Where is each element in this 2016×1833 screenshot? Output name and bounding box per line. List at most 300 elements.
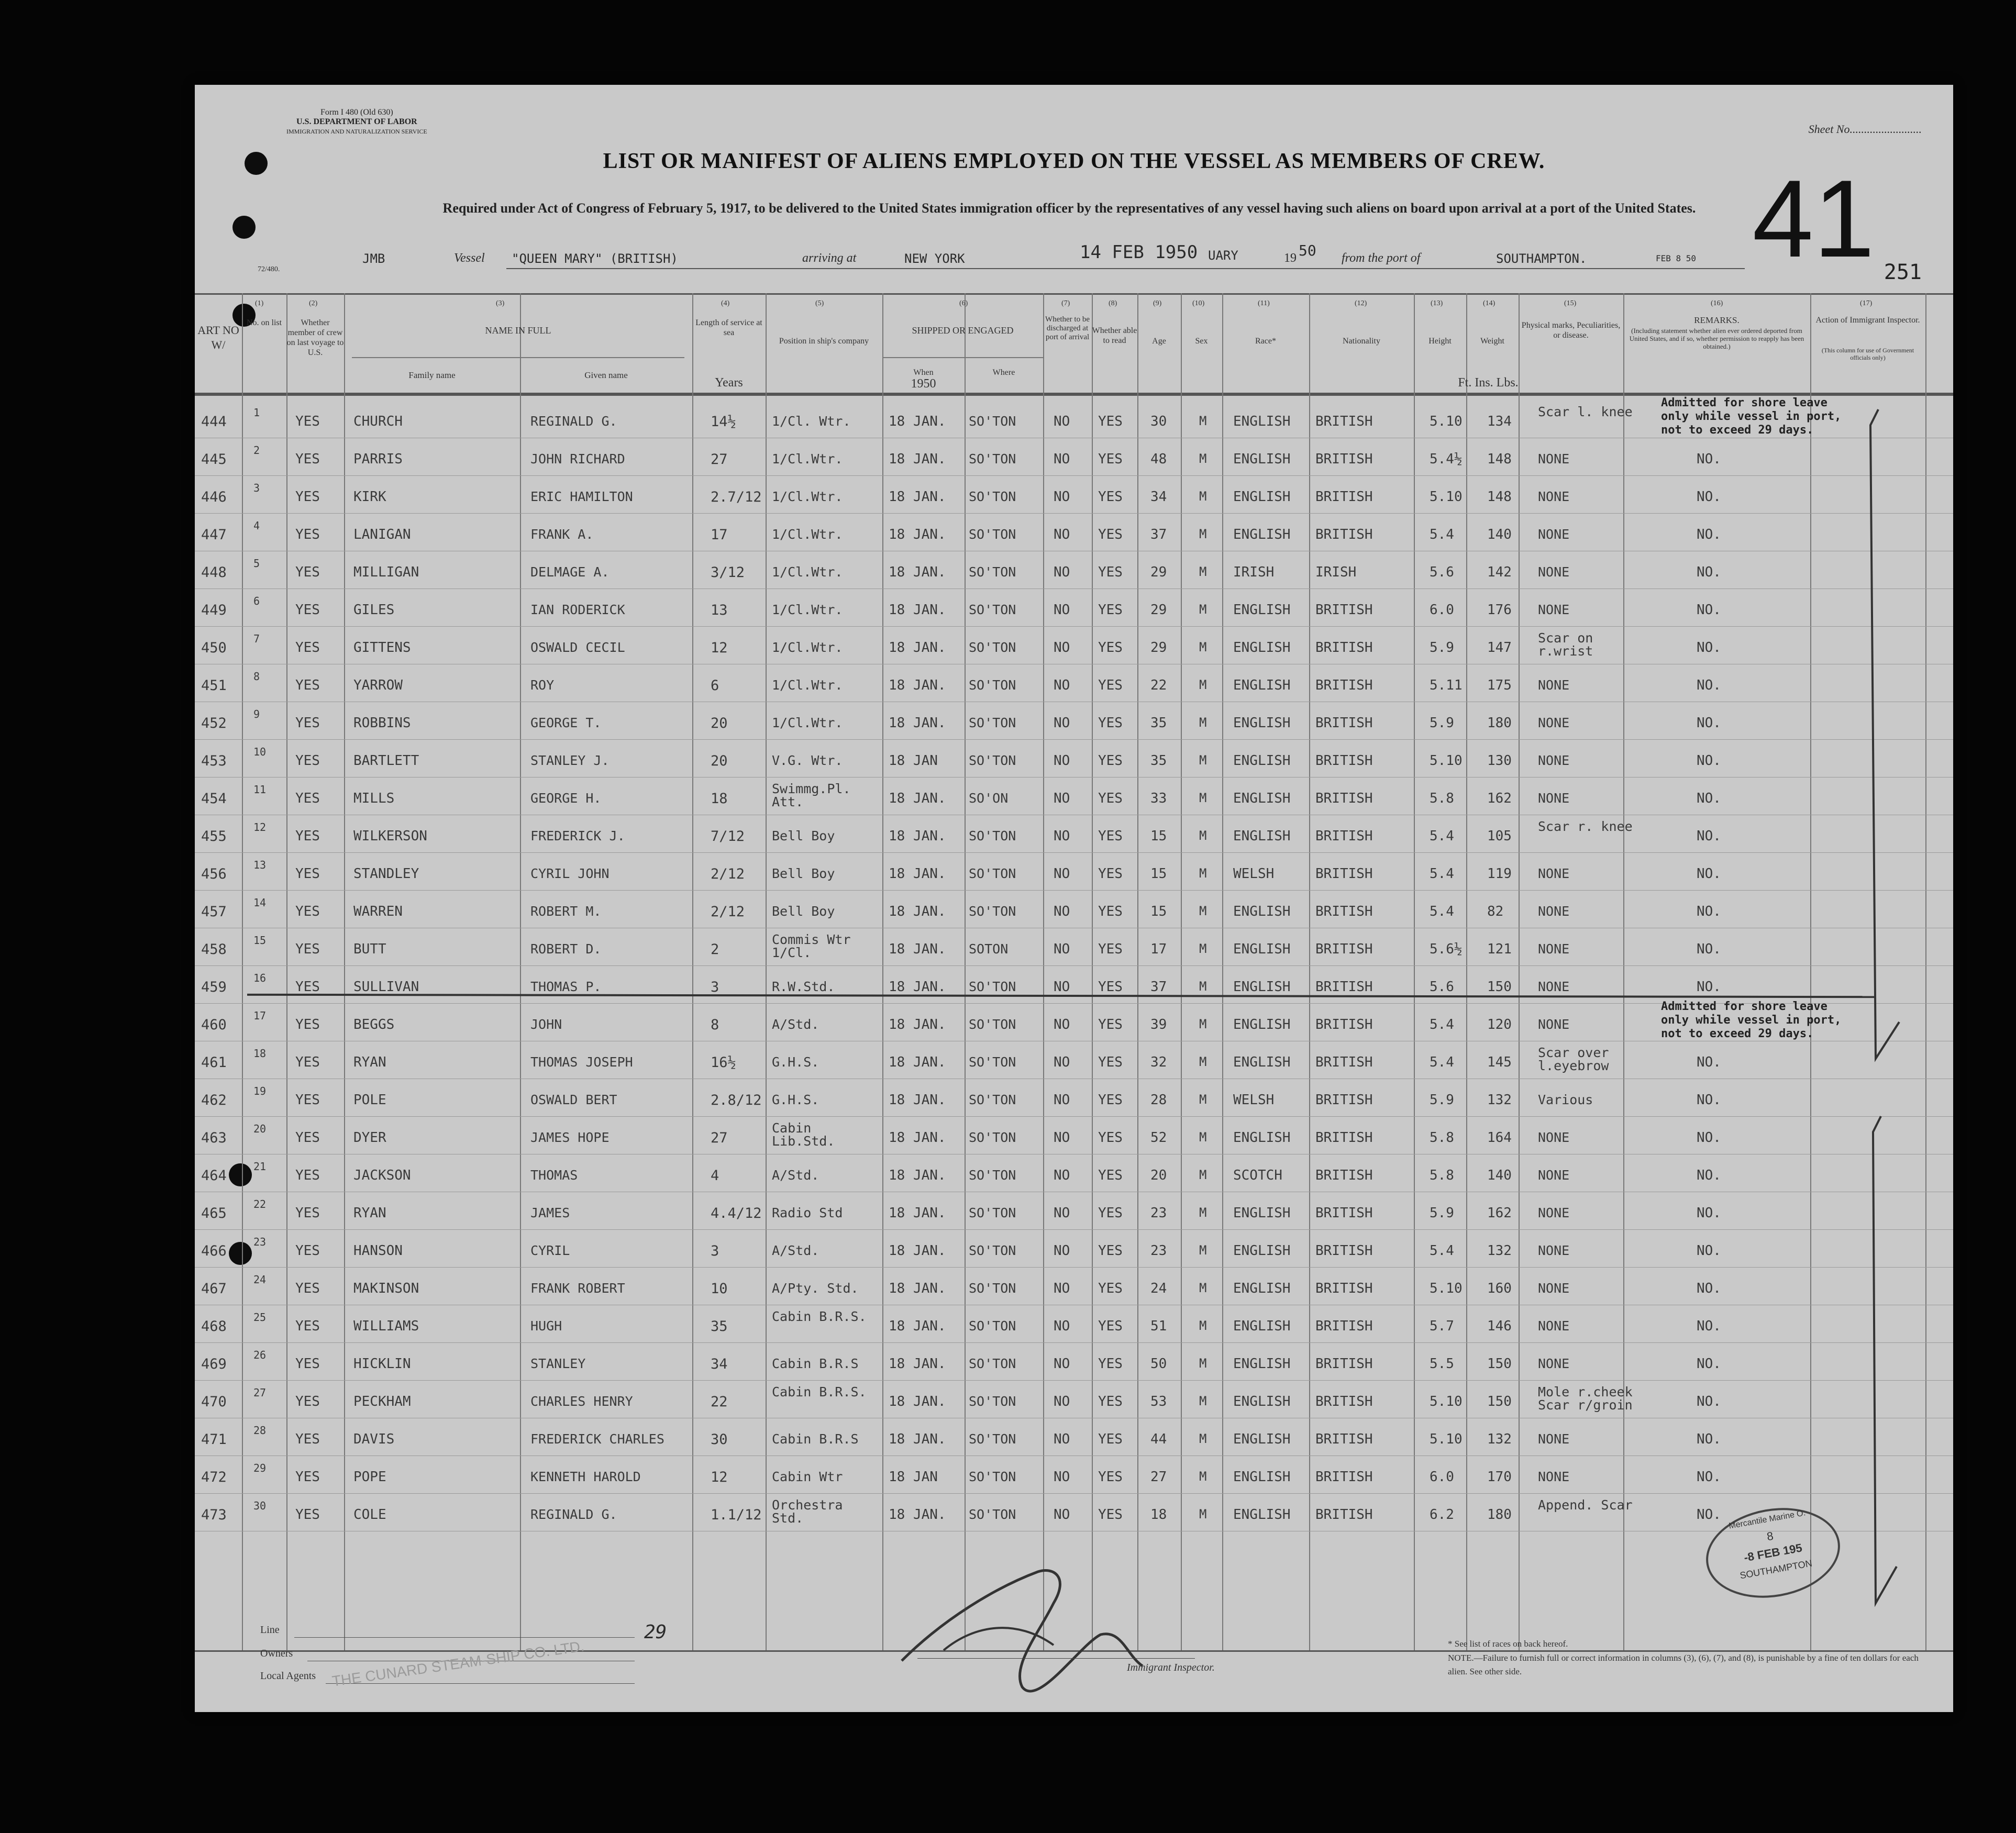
cell-ht: 5.10 (1430, 1281, 1463, 1296)
page-number: 251 (1884, 260, 1922, 284)
cell-pos: A/Std. (772, 1168, 819, 1183)
cell-crew: YES (295, 602, 320, 618)
cell-where: SO'TON (969, 828, 1016, 843)
cell-rem: NO. (1697, 489, 1721, 505)
cell-sex: M (1199, 1168, 1207, 1182)
cell-nat: BRITISH (1315, 941, 1373, 957)
cell-when: 18 JAN. (889, 1394, 946, 1409)
manifest-sheet: Form I 480 (Old 630) U.S. DEPARTMENT OF LABOR IMMIGRATION AND NATURALIZATION SERVICE 72/480. Sheet No......................... LIST OR MANIFEST OF ALIENS EMPLOYED ON THE VESSEL AS MEMBERS OF CREW. Required under Act of Congress of February 5, 1917, to be delivered to the United States immigration officer by the representatives of any vessel having such aliens on board upon arrival at a port of the United States. 41 251 JMB Vessel "QUEEN MARY" (BRITISH) arriving at NEW YORK 14 FEB 1950 UARY 19 50 from the port of SOUTHAMPTON. FEB 8 50 ART NO W/ (1) No. on list (2) Whether member of crew on last voyage to U.S. (3) NAME IN FULL Family name Given name (4) Length of service at sea Years (5) Position in ship's company (6) SHIPPED OR ENGAGED When 1950 Where (7) Whether to be discharged at port of arrival (8) Whether able to read (9) Age (10) Sex (11) Race* (12) Nationality (13) Height (14) Weight Ft. Ins. Lbs. (15) Physical marks, Peculiarities, or disease. (16) REMARKS. (Including statement whether alien ever ordered deported from United States, and if so, whether permission to reapply has been obtained.) (17) Action of Immigrant Inspector. (This column for use of Government officials only) 444 1 YES CHURCH REGINALD G. 14½ 1/Cl. Wtr. 18 JAN. SO'TON NO YES 30 M ENGLISH BRITISH 5.10 134 Scar l. knee 445 2 YES PARRIS JOHN RICHARD 27 1/Cl.Wtr. 18 JAN. SO'TON NO YES 48 M ENGLISH BRITISH 5.4½ 148 NONE NO. 446 3 YES KIRK ERIC HAMILTON 2.7/12 1/Cl.Wtr. 18 JAN. SO'TON NO YES 34 M ENGLISH BRITISH 5.10 148 NONE NO. 447 4 YES LANIGAN FRANK A. 17 1/Cl.Wtr. 18 JAN. SO'TON NO YES 37 M ENGLISH BRITISH 5.4 140 NONE NO. 448 5 YES MILLIGAN DELMAGE A. 3/12 1/Cl.Wtr. 18 JAN. SO'TON NO YES 29 M IRISH IRISH 5.6 142 NONE NO. 449 6 YES GILES IAN RODERICK 13 1/Cl.Wtr. 18 JAN. SO'TON NO YES 29 M ENGLISH BRITISH 6.0 176 NONE NO. 450 7 YES GITTENS OSWALD CECIL 12 1/Cl.Wtr. 18 JAN. SO'TON NO YES 29 M ENGLISH BRITISH 5.9 147 Scar on r.wrist NO. 451 8 YES YARROW ROY 6 1/Cl.Wtr. 18 JAN. SO'TON NO YES 22 M ENGLISH BRITISH 5.11 175 NONE NO. 452 9 YES ROBBINS GEORGE T. 20 1/Cl.Wtr. 18 JAN. SO'TON NO YES 35 M ENGLISH BRITISH 5.9 180 NONE NO. 453 10 YES BARTLETT STANLEY J. 20 V.G. Wtr. 18 JAN SO'TON NO YES 35 M ENGLISH BRITISH 5.10 130 NONE NO. 454 11 YES MILLS GEORGE H. 18 Swimmg.Pl. Att. 18 JAN. SO'ON NO YES 33 M ENGLISH BRITISH 5.8 162 NONE NO. 455 12 YES WILKERSON FREDERICK J. 7/12 Bell Boy 18 JAN. SO'TON NO YES 15 M ENGLISH BRITISH 5.4 105 Scar r. knee NO. 456 13 YES STANDLEY CYRIL JOHN 2/12 Bell Boy 18 JAN. SO'TON NO YES 15 M WELSH BRITISH 5.4 119 NONE NO. 457 14 YES WARREN ROBERT M. 2/12 Bell Boy 18 JAN. SO'TON NO YES 15 M ENGLISH BRITISH 5.4 82 NONE NO. 458 15 YES BUTT ROBERT D. 2 Commis Wtr 1/Cl. 18 JAN. SOTON NO YES 17 M ENGLISH BRITISH 5.6½ 121 NONE NO. 459 16 YES SULLIVAN THOMAS P. 3 R.W.Std. 18 JAN. SO'TON NO YES 37 M ENGLISH BRITISH 5.6 150 NONE NO. 460 17 YES BEGGS JOHN 8 A/Std. 18 JAN. SO'TON NO YES 39 M ENGLISH BRITISH 5.4 120 NONE 461 18 YES RYAN THOMAS JOSEPH 16½ G.H.S. 18 JAN. SO'TON NO YES 32 M ENGLISH BRITISH 5.4 145 Scar over l.eyebrow NO. 462 19 YES POLE OSWALD BERT 2.8/12 G.H.S. 18 JAN. SO'TON NO YES 28 M WELSH BRITISH 5.9 132 Various NO. 463 20 YES DYER JAMES HOPE 27 Cabin Lib.Std. 18 JAN. SO'TON NO YES 52 M ENGLISH BRITISH 5.8 164 NONE NO. 464 21 YES JACKSON THOMAS 4 A/Std. 18 JAN. SO'TON NO YES 20 M SCOTCH BRITISH 5.8 140 NONE NO. 465 22 YES RYAN JAMES 4.4/12 Radio Std 18 JAN. SO'TON NO YES 23 M ENGLISH BRITISH 5.9 162 NONE NO. 466 23 YES HANSON CYRIL 3 A/Std. 18 JAN. SO'TON NO YES 23 M ENGLISH BRITISH 5.4 132 NONE NO. 467 24 YES MAKINSON FRANK ROBERT 10 A/Pty. Std. 18 JAN. SO'TON NO YES 24 M ENGLISH BRITISH 5.10 160 NONE NO. 468 25 YES WILLIAMS HUGH 35 Cabin B.R.S. 18 JAN. SO'TON NO YES 51 M ENGLISH BRITISH 5.7 146 NONE NO. 469 26 YES HICKLIN STANLEY 34 Cabin B.R.S 18 JAN. SO'TON NO YES 50 M ENGLISH BRITISH 5.5 150 NONE NO. 470 27 YES PECKHAM CHARLES HENRY 22 Cabin B.R.S. 18 JAN. SO'TON NO YES 53 M ENGLISH BRITISH 5.10 150 Mole r.cheek Scar r/groin NO. 471 28 YES DAVIS FREDERICK CHARLES 30 Cabin B.R.S 18 JAN. SO'TON NO YES 44 M ENGLISH BRITISH 5.10 132 NONE NO. 472 29 YES POPE KENNETH HAROLD 12 Cabin Wtr 18 JAN SO'TON NO YES 27 M ENGLISH BRITISH 6.0 170 NONE NO. 473 30 YES COLE REGINALD G. 1.1/12 Orchestra Std. 18 JAN. SO'TON NO YES 18 M ENGLISH BRITISH 6.2 180 Append. Scar NO. Admitted for shore leave only while vessel in port, not to exceed 29 days. Admitted for shore leave only while vessel in port, not to exceed 29 days. Line Owners Local Agents THE CUNARD STEAM-SHIP CO. LTD. 29 Immigrant Inspector. * See list of races on back hereof. NOTE.—Failure to furnish full or correct information in columns (3), (6), (7), and (8), is punishable by a fine of ten dollars for each alien. See other side. Mercantile Marine O. 8 -8 FEB 195 SOUTHAMPTON (195, 85, 1953, 1712)
col-family-name: Family name (408, 370, 456, 380)
cell-read: YES (1098, 1054, 1123, 1070)
cell-nat: BRITISH (1315, 979, 1373, 995)
cell-crew: YES (295, 527, 320, 542)
cell-wt: 148 (1487, 451, 1512, 467)
table-row (195, 517, 1953, 555)
art-label: ART NO W/ (197, 324, 239, 351)
cell-marks: Various (1538, 1092, 1593, 1107)
cell-disch: NO (1054, 1281, 1070, 1296)
table-row (195, 555, 1953, 593)
cell-read: YES (1098, 1431, 1123, 1447)
cell-ht: 5.10 (1430, 753, 1463, 769)
cell-read: YES (1098, 640, 1123, 656)
remark-shore-leave-2: Admitted for shore leave only while vessel in port, not to exceed 29 days. (1661, 1000, 1842, 1040)
cell-svc: 2.8/12 (711, 1092, 762, 1108)
cell-race: SCOTCH (1233, 1168, 1282, 1183)
table-row (195, 1196, 1953, 1234)
cell-no: 28 (253, 1424, 267, 1437)
cell-no: 24 (253, 1273, 267, 1286)
cell-pos: R.W.Std. (772, 979, 835, 994)
cell-sex: M (1199, 1356, 1207, 1371)
cell-wt: 134 (1487, 414, 1512, 429)
cell-art: 471 (201, 1431, 227, 1448)
cell-no: 19 (253, 1085, 267, 1097)
col-nationality: Nationality (1343, 337, 1380, 346)
cell-crew: YES (295, 1281, 320, 1296)
cell-when: 18 JAN. (889, 640, 946, 656)
cell-svc: 12 (711, 640, 728, 656)
small-date: FEB 8 50 (1656, 253, 1697, 263)
cell-sex: M (1199, 828, 1207, 843)
cell-svc: 20 (711, 753, 728, 769)
cell-disch: NO (1054, 828, 1070, 844)
cell-where: SO'TON (969, 414, 1016, 429)
cell-family: CHURCH (353, 414, 403, 429)
cell-read: YES (1098, 564, 1123, 580)
cell-rem: NO. (1697, 1394, 1721, 1409)
cell-svc: 3 (711, 1243, 719, 1259)
cell-wt: 132 (1487, 1431, 1512, 1447)
cell-nat: BRITISH (1315, 1356, 1373, 1372)
table-row (195, 480, 1953, 517)
cell-marks: NONE (1538, 866, 1570, 881)
cell-no: 4 (253, 519, 260, 532)
cell-age: 37 (1150, 527, 1167, 542)
cell-no: 5 (253, 557, 260, 570)
cell-race: ENGLISH (1233, 1469, 1291, 1485)
cell-where: SO'TON (969, 979, 1016, 994)
cell-read: YES (1098, 1394, 1123, 1409)
inspector-bracket-marks (1810, 399, 1946, 1656)
cell-pos: A/Std. (772, 1017, 819, 1032)
cell-when: 18 JAN. (889, 1507, 946, 1523)
col-discharged: Whether to be discharged at port of arrival (1045, 315, 1090, 341)
cell-art: 451 (201, 677, 227, 694)
cell-svc: 30 (711, 1431, 728, 1448)
handwritten-sheet-number: 41 (1752, 157, 1875, 280)
cell-family: POPE (353, 1469, 386, 1485)
initials: JMB (362, 251, 385, 266)
cell-rem: NO. (1697, 1092, 1721, 1108)
remarks-note: (Including statement whether alien ever ordered deported from United States, and if so, whether permission to reapply has been obtained.) (1629, 327, 1804, 350)
cell-wt: 180 (1487, 715, 1512, 731)
cell-no: 25 (253, 1311, 267, 1324)
cell-wt: 132 (1487, 1092, 1512, 1108)
cell-when: 18 JAN. (889, 791, 946, 806)
cell-age: 20 (1150, 1168, 1167, 1183)
cell-where: SO'TON (969, 1205, 1016, 1220)
cell-disch: NO (1054, 941, 1070, 957)
cell-sex: M (1199, 1017, 1207, 1031)
table-row (195, 781, 1953, 819)
cell-when: 18 JAN. (889, 1205, 946, 1221)
cell-sex: M (1199, 677, 1207, 692)
cell-no: 2 (253, 444, 260, 457)
cell-when: 18 JAN. (889, 1281, 946, 1296)
cell-read: YES (1098, 904, 1123, 919)
cell-wt: 105 (1487, 828, 1512, 844)
arriving-port: NEW YORK (904, 251, 965, 266)
cell-no: 13 (253, 859, 267, 871)
cell-family: SULLIVAN (353, 979, 419, 995)
cell-read: YES (1098, 753, 1123, 769)
cell-when: 18 JAN (889, 753, 938, 769)
cell-no: 17 (253, 1009, 267, 1022)
cell-ht: 5.10 (1430, 414, 1463, 429)
cell-art: 458 (201, 941, 227, 958)
cell-art: 461 (201, 1054, 227, 1071)
cell-crew: YES (295, 451, 320, 467)
cell-disch: NO (1054, 1205, 1070, 1221)
cell-given: OSWALD BERT (530, 1092, 617, 1107)
cell-crew: YES (295, 1092, 320, 1108)
cell-age: 39 (1150, 1017, 1167, 1032)
cell-race: ENGLISH (1233, 904, 1291, 919)
cell-where: SO'TON (969, 1431, 1016, 1447)
cell-crew: YES (295, 1017, 320, 1032)
cell-given: REGINALD G. (530, 414, 617, 429)
cell-family: WILLIAMS (353, 1318, 419, 1334)
cell-crew: YES (295, 1431, 320, 1447)
cell-where: SO'TON (969, 527, 1016, 542)
cell-family: BARTLETT (353, 753, 419, 769)
cell-wt: 142 (1487, 564, 1512, 580)
cell-family: DAVIS (353, 1431, 395, 1447)
cell-nat: BRITISH (1315, 866, 1373, 882)
cell-when: 18 JAN. (889, 1243, 946, 1259)
cell-nat: BRITISH (1315, 1469, 1373, 1485)
table-row (195, 1120, 1953, 1158)
cell-rem: NO. (1697, 1205, 1721, 1221)
cell-given: FRANK ROBERT (530, 1281, 625, 1296)
cell-rem: NO. (1697, 753, 1721, 769)
cell-art: 456 (201, 866, 227, 882)
cell-given: JOHN RICHARD (530, 451, 625, 466)
cell-ht: 5.9 (1430, 1205, 1454, 1221)
cell-ht: 5.6½ (1430, 941, 1463, 957)
cell-given: FREDERICK CHARLES (530, 1431, 664, 1447)
cell-read: YES (1098, 1168, 1123, 1183)
cell-ht: 5.10 (1430, 489, 1463, 505)
cell-ht: 5.4 (1430, 1054, 1454, 1070)
cell-where: SO'TON (969, 451, 1016, 466)
cell-pos: Radio Std (772, 1205, 843, 1220)
cell-family: LANIGAN (353, 527, 411, 542)
cell-given: REGINALD G. (530, 1507, 617, 1522)
line-label: Line (260, 1624, 280, 1636)
cell-read: YES (1098, 791, 1123, 806)
cell-sex: M (1199, 715, 1207, 730)
cell-race: ENGLISH (1233, 1281, 1291, 1296)
cell-when: 18 JAN (889, 1469, 938, 1485)
inspector-signature (881, 1540, 1153, 1708)
cell-ht: 6.0 (1430, 602, 1454, 618)
local-agents-label: Local Agents (260, 1670, 316, 1682)
table-row (195, 819, 1953, 857)
cell-pos: 1/Cl. Wtr. (772, 414, 851, 429)
cell-read: YES (1098, 527, 1123, 542)
cell-family: WILKERSON (353, 828, 427, 844)
cell-wt: 150 (1487, 979, 1512, 995)
cell-where: SO'TON (969, 1130, 1016, 1145)
cell-age: 24 (1150, 1281, 1167, 1296)
cell-ht: 5.8 (1430, 1168, 1454, 1183)
cell-pos: 1/Cl.Wtr. (772, 640, 843, 655)
vessel-name: "QUEEN MARY" (BRITISH) (512, 251, 678, 266)
table-row (195, 1347, 1953, 1384)
cell-where: SO'TON (969, 1243, 1016, 1258)
cell-pos: Cabin Lib.Std. (772, 1120, 835, 1149)
cell-age: 15 (1150, 866, 1167, 882)
cell-given: THOMAS JOSEPH (530, 1054, 633, 1070)
cell-given: ROBERT D. (530, 941, 602, 957)
cell-crew: YES (295, 753, 320, 769)
cell-age: 29 (1150, 564, 1167, 580)
cell-wt: 176 (1487, 602, 1512, 618)
cell-svc: 7/12 (711, 828, 745, 845)
cell-given: DELMAGE A. (530, 564, 610, 580)
cell-ht: 5.10 (1430, 1394, 1463, 1409)
cell-read: YES (1098, 1318, 1123, 1334)
cell-crew: YES (295, 640, 320, 656)
cell-no: 30 (253, 1499, 267, 1512)
cell-pos: A/Std. (772, 1243, 819, 1258)
cell-no: 23 (253, 1236, 267, 1248)
cell-svc: 2/12 (711, 904, 745, 920)
cell-wt: 120 (1487, 1017, 1512, 1032)
cell-given: CHARLES HENRY (530, 1394, 633, 1409)
cell-wt: 130 (1487, 753, 1512, 769)
table-row (195, 1083, 1953, 1120)
cell-crew: YES (295, 564, 320, 580)
cell-crew: YES (295, 1130, 320, 1146)
cell-nat: BRITISH (1315, 489, 1373, 505)
cell-given: CYRIL JOHN (530, 866, 610, 881)
cell-nat: IRISH (1315, 564, 1357, 580)
cell-read: YES (1098, 451, 1123, 467)
cell-rem: NO. (1697, 1054, 1721, 1070)
cell-crew: YES (295, 828, 320, 844)
cell-rem: NO. (1697, 677, 1721, 693)
arriving-label: arriving at (802, 251, 857, 265)
cell-when: 18 JAN. (889, 1356, 946, 1372)
cell-read: YES (1098, 414, 1123, 429)
cell-age: 29 (1150, 640, 1167, 656)
cell-when: 18 JAN. (889, 866, 946, 882)
cell-disch: NO (1054, 1431, 1070, 1447)
table-row (195, 743, 1953, 781)
units-label: Ft. Ins. Lbs. (1458, 376, 1519, 390)
cell-svc: 35 (711, 1318, 728, 1335)
cell-nat: BRITISH (1315, 1318, 1373, 1334)
cell-family: MILLS (353, 791, 395, 806)
cell-race: ENGLISH (1233, 489, 1291, 505)
col-given-name: Given name (584, 370, 628, 380)
race-note: * See list of races on back hereof. (1448, 1639, 1568, 1649)
cell-pos: A/Pty. Std. (772, 1281, 859, 1296)
cell-sex: M (1199, 602, 1207, 617)
cell-wt: 147 (1487, 640, 1512, 656)
cell-when: 18 JAN. (889, 564, 946, 580)
cell-art: 472 (201, 1469, 227, 1485)
cell-disch: NO (1054, 753, 1070, 769)
cell-sex: M (1199, 1092, 1207, 1107)
cell-disch: NO (1054, 640, 1070, 656)
cell-marks: NONE (1538, 527, 1570, 542)
cell-art: 448 (201, 564, 227, 581)
cell-art: 449 (201, 602, 227, 618)
cell-ht: 5.4 (1430, 1243, 1454, 1259)
cell-where: SO'TON (969, 1092, 1016, 1107)
col-position: Position in ship's company (779, 337, 869, 346)
cell-family: HANSON (353, 1243, 403, 1259)
cell-pos: 1/Cl.Wtr. (772, 527, 843, 542)
cell-rem: NO. (1697, 866, 1721, 882)
cell-svc: 3/12 (711, 564, 745, 581)
cell-disch: NO (1054, 489, 1070, 505)
cell-svc: 22 (711, 1394, 728, 1410)
cell-age: 28 (1150, 1092, 1167, 1108)
cell-age: 22 (1150, 677, 1167, 693)
cell-sex: M (1199, 1394, 1207, 1408)
cell-age: 53 (1150, 1394, 1167, 1409)
cell-read: YES (1098, 602, 1123, 618)
cell-age: 44 (1150, 1431, 1167, 1447)
cell-rem: NO. (1697, 828, 1721, 844)
col-no-on-list: No. on list (246, 318, 282, 327)
cell-given: STANLEY (530, 1356, 586, 1371)
cell-crew: YES (295, 1168, 320, 1183)
col-remarks: REMARKS. (1694, 315, 1740, 325)
cell-disch: NO (1054, 677, 1070, 693)
cell-svc: 10 (711, 1281, 728, 1297)
cell-crew: YES (295, 1394, 320, 1409)
cell-family: WARREN (353, 904, 403, 919)
cell-svc: 16½ (711, 1054, 736, 1071)
cell-ht: 5.6 (1430, 979, 1454, 995)
cell-disch: NO (1054, 1394, 1070, 1409)
table-row (195, 1234, 1953, 1271)
cell-age: 52 (1150, 1130, 1167, 1146)
cell-ht: 5.4½ (1430, 451, 1463, 467)
cell-age: 35 (1150, 715, 1167, 731)
cell-no: 16 (253, 972, 267, 984)
col-action-inspector: Action of Immigrant Inspector. (1815, 316, 1920, 325)
cell-race: ENGLISH (1233, 677, 1291, 693)
col-sex: Sex (1195, 337, 1208, 346)
table-row (195, 668, 1953, 706)
cell-family: STANDLEY (353, 866, 419, 882)
cell-no: 3 (253, 482, 260, 494)
cell-pos: Cabin B.R.S. (772, 1384, 867, 1399)
cell-nat: BRITISH (1315, 451, 1373, 467)
cell-marks: NONE (1538, 489, 1570, 504)
cell-where: SO'TON (969, 753, 1016, 768)
remark-shore-leave-1: Admitted for shore leave only while vessel in port, not to exceed 29 days. (1661, 396, 1842, 437)
table-row (195, 1158, 1953, 1196)
cell-age: 32 (1150, 1054, 1167, 1070)
cell-nat: BRITISH (1315, 640, 1373, 656)
table-row (195, 894, 1953, 932)
cell-ht: 5.5 (1430, 1356, 1454, 1372)
cell-svc: 14½ (711, 414, 736, 430)
cell-rem: NO. (1697, 1469, 1721, 1485)
cell-race: ENGLISH (1233, 1130, 1291, 1146)
cell-art: 457 (201, 904, 227, 920)
cell-svc: 2 (711, 941, 719, 958)
cell-crew: YES (295, 1507, 320, 1523)
table-row (195, 630, 1953, 668)
cell-when: 18 JAN. (889, 1017, 946, 1032)
cell-disch: NO (1054, 1092, 1070, 1108)
cell-race: ENGLISH (1233, 527, 1291, 542)
cell-when: 18 JAN. (889, 677, 946, 693)
table-row (195, 593, 1953, 630)
cell-read: YES (1098, 828, 1123, 844)
cell-crew: YES (295, 904, 320, 919)
cell-marks: NONE (1538, 791, 1570, 806)
cell-ht: 5.10 (1430, 1431, 1463, 1447)
cell-family: JACKSON (353, 1168, 411, 1183)
cell-race: ENGLISH (1233, 1507, 1291, 1523)
cell-marks: NONE (1538, 1243, 1570, 1258)
cell-sex: M (1199, 941, 1207, 956)
cell-rem: NO. (1697, 1507, 1721, 1523)
cell-art: 467 (201, 1281, 227, 1297)
cell-sex: M (1199, 904, 1207, 918)
penalty-note: NOTE.—Failure to furnish full or correct information in columns (3), (6), (7), and (8), is punishable by a fine of ten dollars for each alien. See other side. (1448, 1653, 1919, 1676)
cell-sex: M (1199, 1243, 1207, 1258)
cell-where: SO'ON (969, 791, 1009, 806)
cell-nat: BRITISH (1315, 1168, 1373, 1183)
cell-svc: 34 (711, 1356, 728, 1372)
cell-no: 29 (253, 1462, 267, 1474)
cell-marks: NONE (1538, 1281, 1570, 1296)
cell-given: JAMES (530, 1205, 570, 1220)
cell-no: 21 (253, 1160, 267, 1173)
cell-given: STANLEY J. (530, 753, 610, 768)
cell-no: 11 (253, 783, 267, 796)
cell-ht: 5.4 (1430, 527, 1454, 542)
cell-read: YES (1098, 1507, 1123, 1523)
cell-family: POLE (353, 1092, 386, 1108)
cell-where: SO'TON (969, 602, 1016, 617)
cell-race: ENGLISH (1233, 1243, 1291, 1259)
cell-nat: BRITISH (1315, 414, 1373, 429)
cell-pos: 1/Cl.Wtr. (772, 677, 843, 693)
cell-read: YES (1098, 1243, 1123, 1259)
cell-marks: Append. Scar (1538, 1497, 1633, 1513)
cell-race: ENGLISH (1233, 828, 1291, 844)
cell-ht: 5.4 (1430, 904, 1454, 919)
cell-rem: NO. (1697, 979, 1721, 995)
cell-no: 10 (253, 746, 267, 758)
cell-rem: NO. (1697, 791, 1721, 806)
cell-given: GEORGE T. (530, 715, 602, 730)
cell-marks: Mole r.cheek Scar r/groin (1538, 1384, 1633, 1413)
cell-art: 447 (201, 527, 227, 543)
cell-wt: 82 (1487, 904, 1504, 919)
